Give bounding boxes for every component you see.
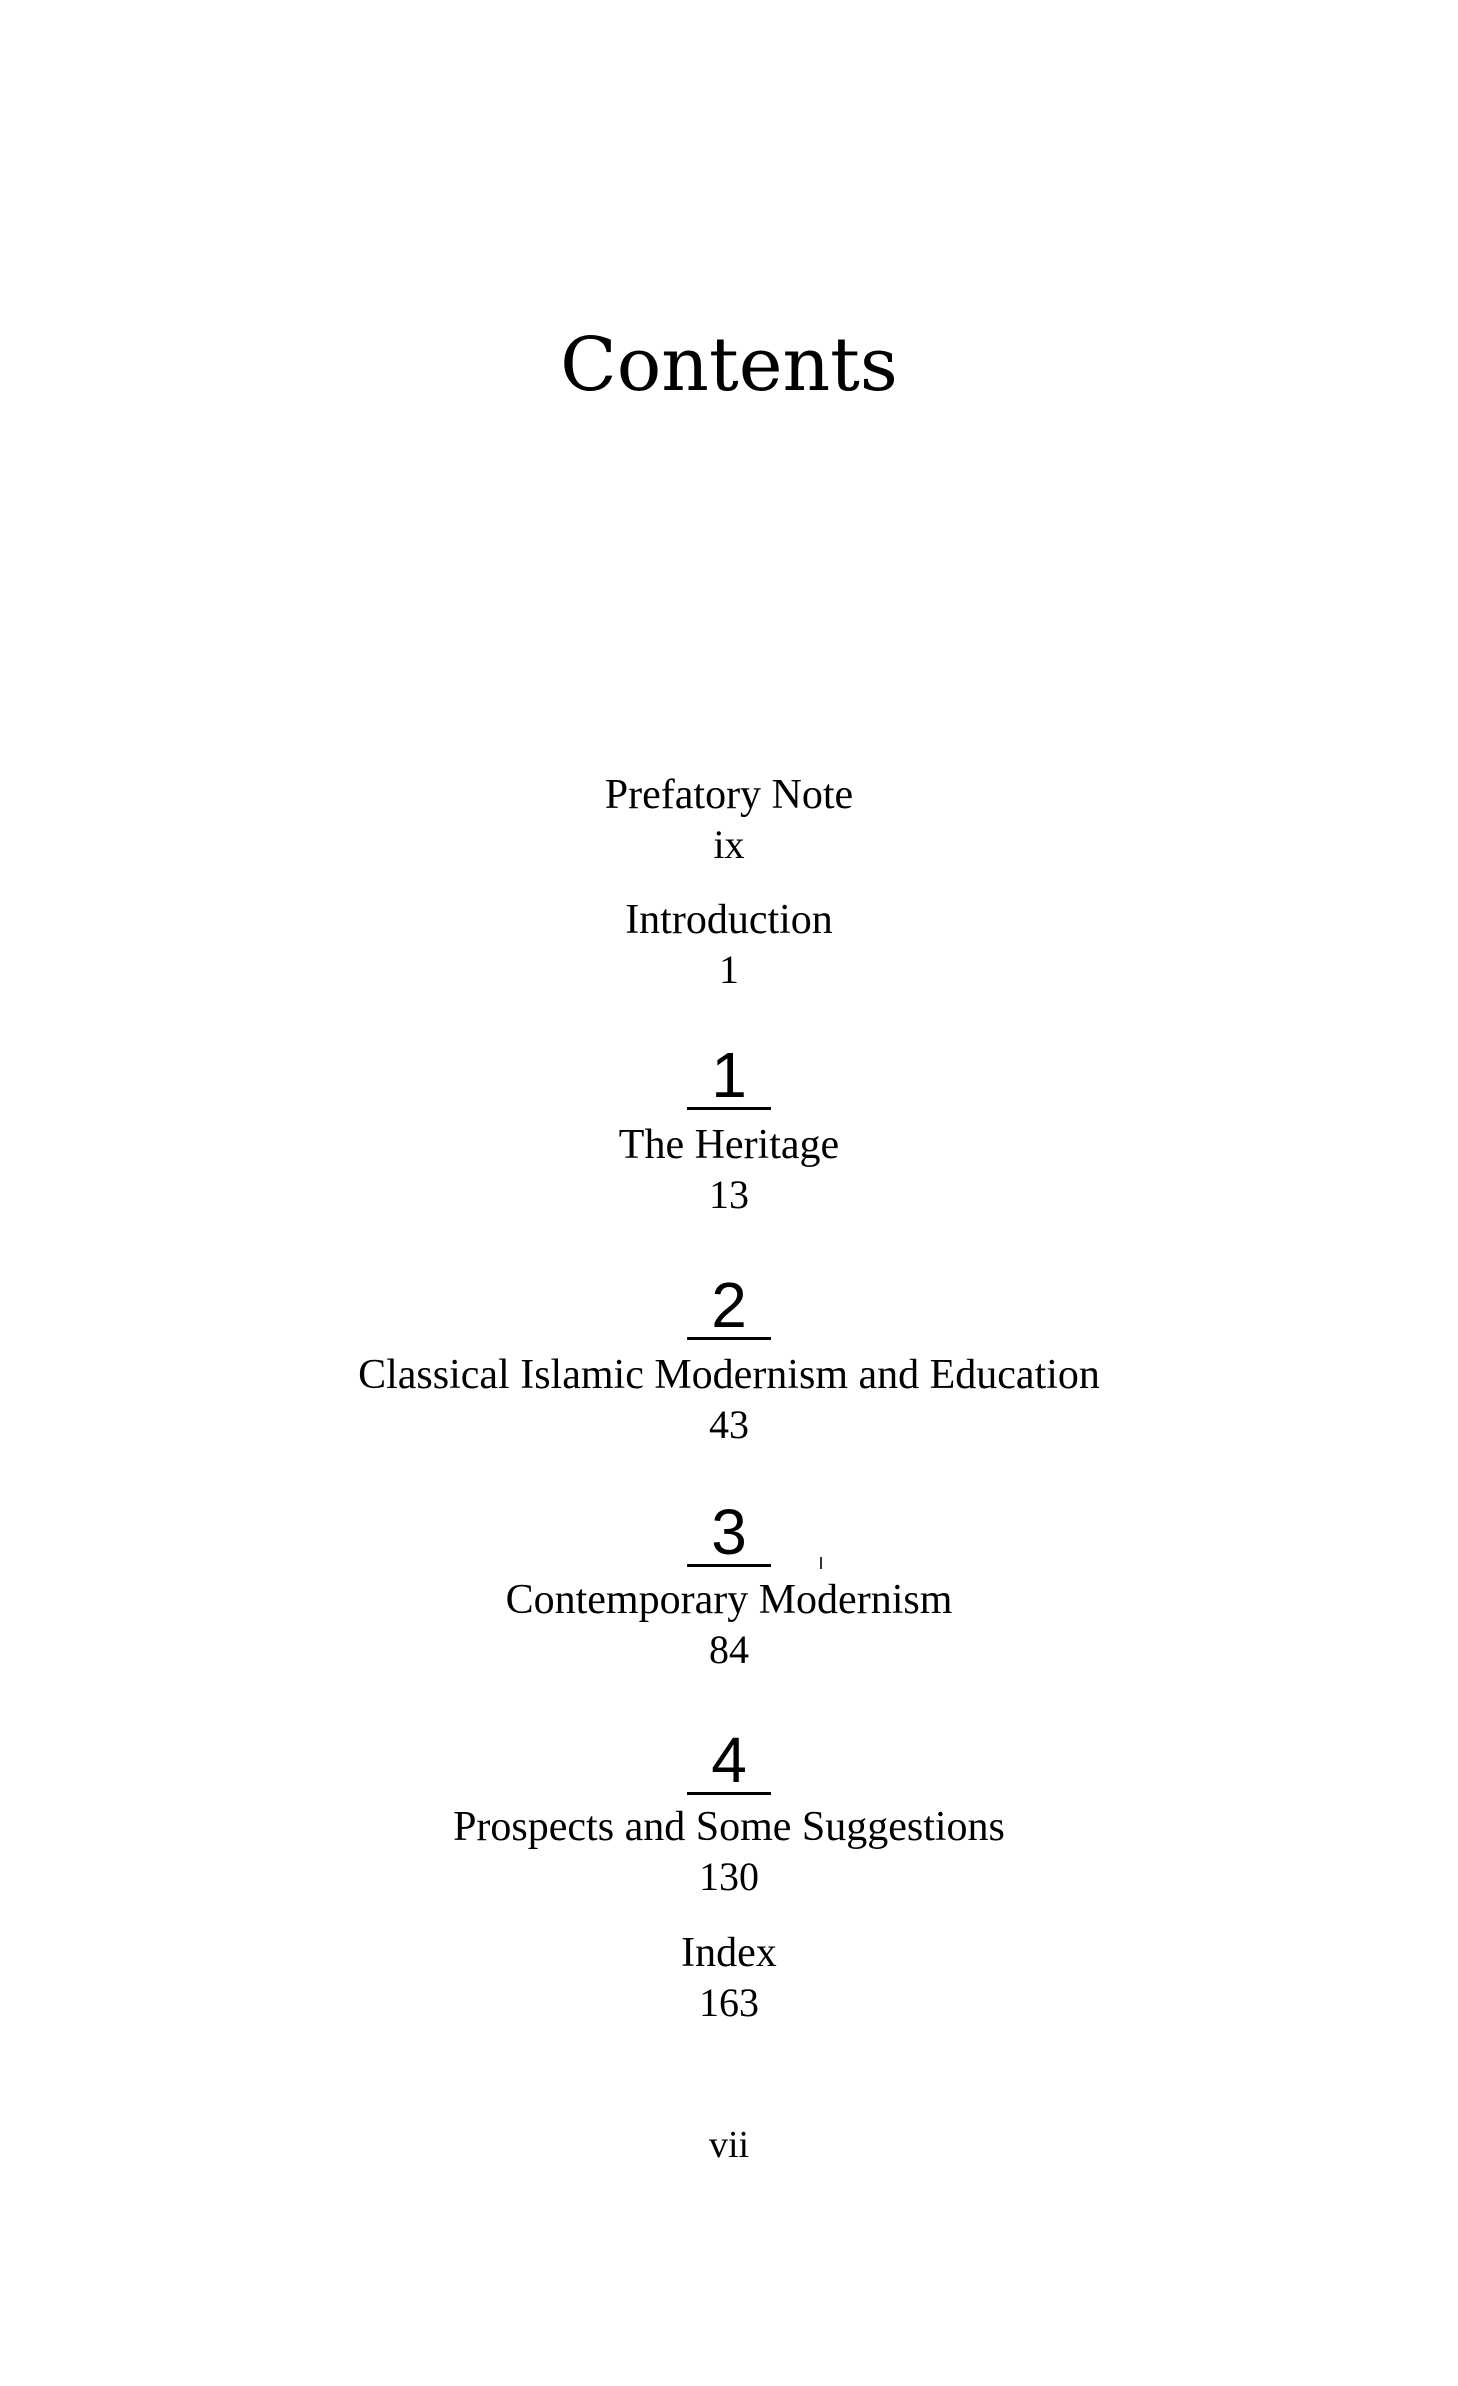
toc-entry-title: Contemporary Modernism	[505, 1577, 953, 1623]
toc-entry-title: Index	[681, 1930, 777, 1976]
toc-entry-title: Classical Islamic Modernism and Education	[358, 1352, 1100, 1398]
toc-entry-title: Prospects and Some Suggestions	[453, 1804, 1005, 1850]
toc-entry-page: 1	[719, 947, 739, 992]
chapter-number-4	[0, 1725, 1458, 1795]
toc-entry-chapter-1	[0, 1120, 1458, 1220]
toc-entry-title: Prefatory Note	[604, 772, 854, 818]
chapter-number-text: 4	[687, 1728, 771, 1795]
page-folio: vii	[708, 2124, 750, 2166]
toc-entry-title: The Heritage	[618, 1122, 840, 1168]
toc-entry-page: 13	[709, 1172, 749, 1217]
chapter-number-text: 1	[687, 1043, 771, 1110]
chapter-number-2	[0, 1270, 1458, 1340]
print-speck	[820, 1557, 822, 1569]
toc-entry-page: 84	[709, 1627, 749, 1672]
toc-entry-chapter-4	[0, 1802, 1458, 1902]
toc-entry-chapter-3	[0, 1575, 1458, 1675]
chapter-number-text: 3	[687, 1500, 771, 1567]
chapter-number-text: 2	[687, 1273, 771, 1340]
chapter-number-3	[0, 1497, 1458, 1567]
chapter-number-1	[0, 1040, 1458, 1110]
toc-entry-introduction	[0, 895, 1458, 995]
toc-entry-title: Introduction	[625, 897, 833, 943]
toc-entry-page: 43	[709, 1402, 749, 1447]
toc-entry-prefatory-note	[0, 770, 1458, 870]
toc-entry-page: 130	[699, 1854, 759, 1899]
toc-entry-index	[0, 1928, 1458, 2028]
toc-entry-page: ix	[713, 822, 745, 867]
toc-entry-chapter-2	[0, 1350, 1458, 1450]
toc-entry-page: 163	[699, 1980, 759, 2025]
page-title: Contents	[560, 322, 898, 408]
